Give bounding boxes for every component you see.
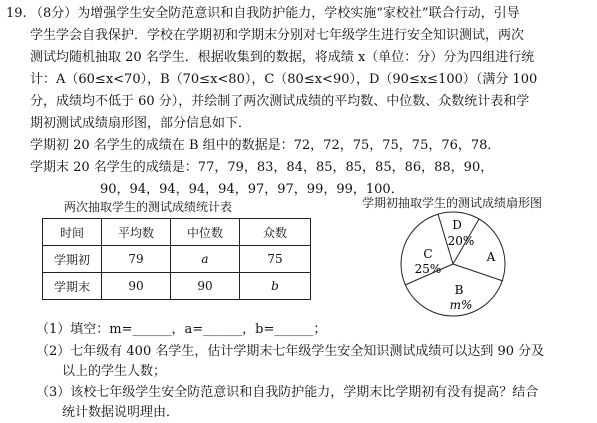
question-line-3: 测试均随机抽取 20 名学生．根据收集到的数据，将成绩 x（单位：分）分为四组进行统 — [30, 50, 535, 65]
slice-value-c: 25% — [414, 262, 442, 276]
table-cell-period: 学期初 — [43, 246, 102, 273]
slice-value-d: 20% — [447, 234, 475, 248]
table-cell-median: 90 — [171, 273, 240, 300]
table-row — [43, 273, 311, 300]
slice-label-d: D — [452, 218, 462, 232]
slice-label-a: A — [486, 250, 496, 264]
sub-question-1: （1）填空：m=______，a=______，b=______； — [36, 322, 327, 337]
table-header-time: 时间 — [43, 219, 102, 246]
question-line-5: 分，成绩均不低于 60 分），并绘制了两次测试成绩的平均数、中位数、众数统计表和学 — [30, 94, 530, 109]
table-header-median: 中位数 — [171, 219, 240, 246]
sub-question-3-cont: 统计数据说明理由． — [62, 405, 180, 420]
question-line-1: （8分）为增强学生安全防范意识和自我防护能力，学校实施“家校社”联合行动，引导 — [30, 6, 520, 21]
table-cell-mean: 79 — [102, 246, 171, 273]
table-cell-period: 学期末 — [43, 273, 102, 300]
table-cell-mode: b — [240, 273, 311, 300]
slice-value-b: m% — [449, 298, 473, 312]
sub-question-2-cont: 以上的学生人数； — [62, 364, 167, 379]
pie-divider — [453, 264, 503, 281]
sub-question-2: （2）七年级有 400 名学生，估计学期末七年级学生安全知识测试成绩可以达到 90 分及 — [36, 344, 545, 359]
stats-table — [42, 218, 311, 300]
question-line-7: 学期初 20 名学生的成绩在 B 组中的数据是：72，72，75，75，75，76，78． — [30, 138, 501, 153]
slice-label-c: C — [423, 247, 433, 261]
table-row — [43, 246, 311, 273]
slice-label-b: B — [454, 283, 464, 297]
question-number: 19. — [6, 6, 27, 21]
sub-question-3: （3）该校七年级学生安全防范意识和自我防护能力，学期末比学期初有没有提高？结合 — [36, 385, 539, 400]
question-line-8: 学期末 20 名学生的成绩是：77，79，83，84，85，85，85，86，88，90， — [30, 160, 494, 175]
question-line-9: 90，94，94，94，94，97，97，99，99，100． — [100, 182, 404, 197]
question-line-6: 期初测试成绩扇形图，部分信息如下． — [30, 116, 252, 131]
table-cell-mode: 75 — [240, 246, 311, 273]
table-cell-mean: 90 — [102, 273, 171, 300]
table-header-mode: 众数 — [240, 219, 311, 246]
table-caption: 两次抽取学生的测试成绩统计表 — [64, 200, 233, 214]
question-line-4: 计：A（60≤x<70），B（70≤x<80），C（80≤x<90），D（90≤x≤100）（满分 100 — [30, 72, 538, 87]
pie-chart-title: 学期初抽取学生的测试成绩扇形图 — [362, 196, 543, 210]
pie-chart — [395, 207, 519, 317]
table-header-mean: 平均数 — [102, 219, 171, 246]
question-line-2: 学生学会自我保护．学校在学期初和学期末分别对七年级学生进行安全知识测试，两次 — [30, 28, 525, 43]
table-cell-median: a — [171, 246, 240, 273]
table-header-row — [43, 219, 311, 246]
